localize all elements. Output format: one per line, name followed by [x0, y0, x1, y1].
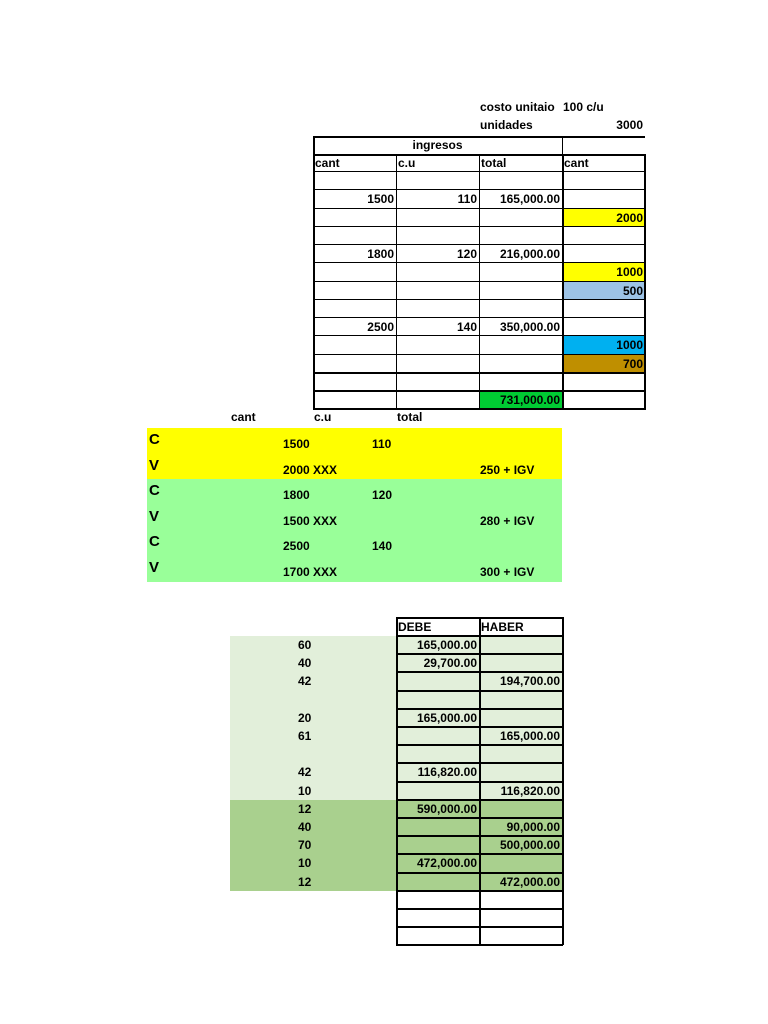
summary-cant: 1500 XXX [283, 513, 338, 528]
haber-cell: 165,000.00 [499, 729, 560, 743]
account-code: 12 [298, 874, 312, 889]
transaction-type: C [149, 431, 160, 448]
grid-line [313, 408, 646, 410]
account-code: 70 [298, 838, 312, 853]
transaction-type: C [149, 482, 160, 499]
ledger-header: HABER [481, 620, 524, 634]
costo-unitario-value: 100 c/u [563, 100, 604, 114]
account-code: 12 [298, 801, 312, 816]
haber-cell: 472,000.00 [499, 874, 560, 889]
table-cell: 1000 [616, 338, 643, 353]
summary-cant: 1700 XXX [283, 564, 338, 579]
haber-cell: 90,000.00 [506, 820, 560, 834]
account-code: 42 [298, 765, 312, 780]
account-code: 20 [298, 710, 312, 725]
summary-header-cu: c.u [314, 410, 332, 424]
summary-header-total: total [397, 410, 423, 424]
column-header: c.u [398, 156, 416, 170]
summary-total: 300 + IGV [480, 564, 535, 579]
transaction-type: V [149, 558, 160, 576]
account-code: 10 [298, 856, 312, 871]
summary-cant: 1800 [283, 488, 310, 502]
haber-cell: 500,000.00 [499, 838, 560, 853]
table-cell: 350,000.00 [499, 320, 560, 334]
summary-cant: 2500 [283, 539, 310, 553]
haber-cell: 116,820.00 [500, 783, 560, 798]
transaction-type: V [149, 456, 160, 474]
debe-cell: 472,000.00 [416, 856, 477, 871]
grid-line [313, 136, 315, 410]
account-code: 61 [298, 729, 312, 743]
table-cell: 216,000.00 [499, 247, 560, 261]
table-cell: 1800 [367, 247, 394, 261]
table-cell: 700 [622, 356, 643, 371]
table-cell: 1000 [616, 265, 643, 280]
summary-cant: 1500 [283, 437, 310, 451]
grid-line [479, 617, 481, 945]
summary-cu: 110 [372, 437, 392, 451]
account-band-light [230, 636, 396, 801]
table-cell: 2000 [616, 210, 643, 225]
account-code: 42 [298, 674, 312, 689]
table-cell: 165,000.00 [499, 192, 560, 207]
summary-cant: 2000 XXX [283, 462, 338, 477]
grid-line [396, 617, 398, 945]
debe-cell: 116,820.00 [417, 765, 477, 780]
debe-cell: 165,000.00 [416, 638, 477, 652]
account-band-dark [230, 800, 396, 891]
ledger-header: DEBE [398, 620, 432, 634]
account-code: 40 [298, 820, 312, 834]
table-cell: 731,000.00 [499, 393, 560, 407]
table-cell: 1500 [367, 192, 394, 207]
summary-cu: 120 [372, 488, 393, 502]
grid-line [562, 617, 564, 945]
table-cell: 500 [622, 283, 643, 298]
summary-total: 280 + IGV [480, 513, 535, 528]
grid-line [313, 372, 646, 374]
summary-total: 250 + IGV [480, 462, 535, 477]
grid-line [562, 136, 563, 154]
summary-header-cant: cant [231, 410, 256, 424]
table-cell: 2500 [367, 320, 394, 334]
table-cell: 110 [457, 192, 477, 207]
unidades-label: unidades [480, 118, 533, 132]
account-code: 40 [298, 656, 312, 671]
transaction-type: C [149, 533, 160, 550]
transaction-type: V [149, 507, 160, 525]
summary-cu: 140 [372, 539, 393, 553]
column-header: cant [315, 156, 340, 170]
grid-line [313, 136, 645, 138]
account-code: 10 [298, 783, 312, 798]
account-code: 60 [298, 638, 312, 652]
column-header: cant [564, 156, 589, 170]
haber-cell: 194,700.00 [499, 674, 560, 689]
unidades-value: 3000 [616, 118, 643, 132]
debe-cell: 590,000.00 [416, 801, 477, 816]
debe-cell: 29,700.00 [423, 656, 477, 671]
column-header: total [481, 156, 507, 170]
table-cell: 120 [456, 247, 477, 261]
ingresos-title: ingresos [412, 138, 463, 152]
costo-unitario-label: costo unitaio [480, 100, 555, 114]
debe-cell: 165,000.00 [416, 710, 477, 725]
table-cell: 140 [456, 320, 477, 334]
